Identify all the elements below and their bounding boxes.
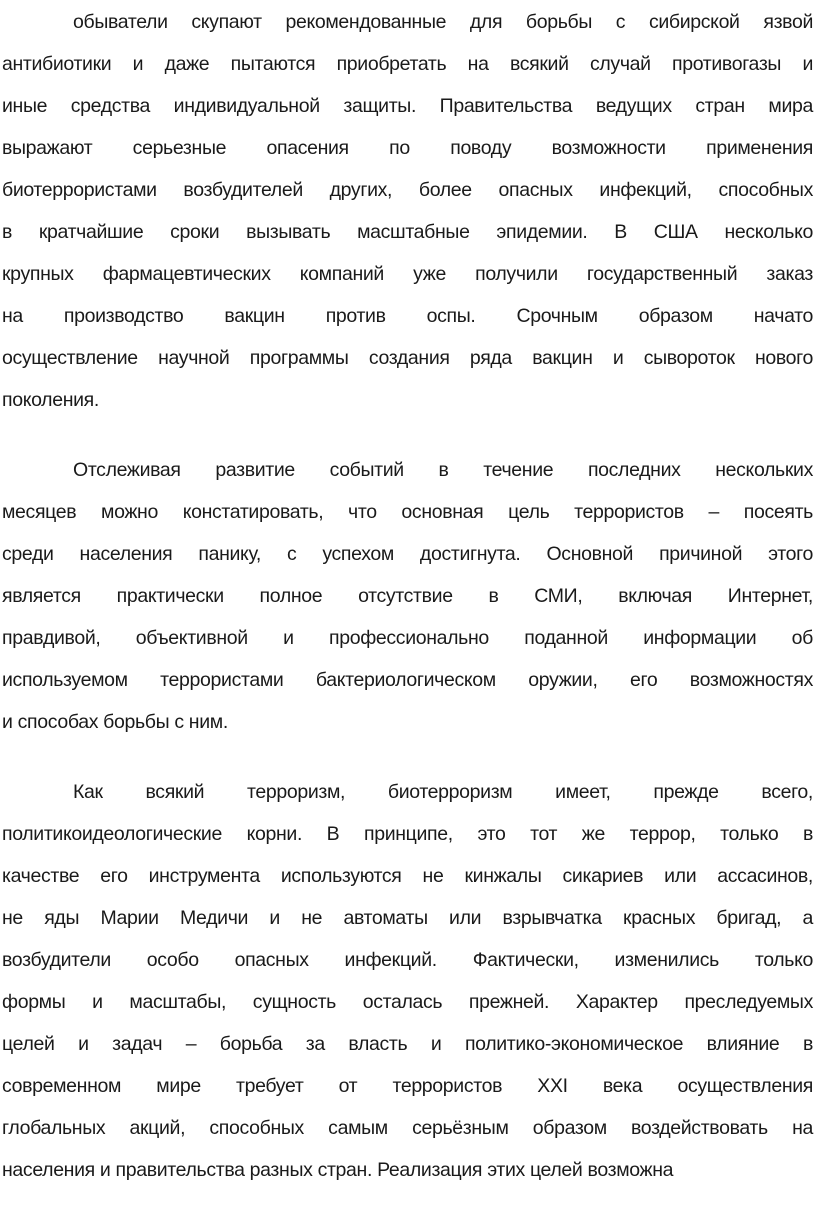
paragraph — [2, 449, 813, 743]
text-line: населения и правительства разных стран. Реализация этих целей возможна — [2, 1159, 674, 1181]
text-line: Как всякий терроризм, биотерроризм имеет, прежде всего, — [73, 781, 813, 803]
text-line: политикоидеологические корни. В принципе, это тот же террор, только в — [2, 823, 813, 845]
text-line: качестве его инструмента используются не кинжалы сикариев или ассасинов, — [2, 865, 813, 887]
text-line: правдивой, объективной и профессионально поданной информации об — [2, 627, 813, 649]
text-line: Отслеживая развитие событий в течение последних нескольких — [73, 459, 813, 481]
text-line: поколения. — [2, 389, 99, 411]
text-line: не яды Марии Медичи и не автоматы или взрывчатка красных бригад, а — [2, 907, 813, 929]
text-line: антибиотики и даже пытаются приобретать на всякий случай противогазы и — [2, 53, 813, 75]
text-line: иные средства индивидуальной защиты. Правительства ведущих стран мира — [2, 95, 813, 117]
text-line: используемом террористами бактериологическом оружии, его возможностях — [2, 669, 813, 691]
text-line: формы и масштабы, сущность осталась прежней. Характер преследуемых — [2, 991, 813, 1013]
text-line: крупных фармацевтических компаний уже получили государственный заказ — [2, 263, 813, 285]
text-line: биотеррористами возбудителей других, более опасных инфекций, способных — [2, 179, 813, 201]
text-line: современном мире требует от террористов XXI века осуществления — [2, 1075, 813, 1097]
text-line: месяцев можно констатировать, что основная цель террористов – посеять — [2, 501, 813, 523]
text-line: в кратчайшие сроки вызывать масштабные эпидемии. В США несколько — [2, 221, 813, 243]
text-line: глобальных акций, способных самым серьёзным образом воздействовать на — [2, 1117, 813, 1139]
text-line: и способах борьбы с ним. — [2, 711, 228, 733]
text-line: целей и задач – борьба за власть и политико-экономическое влияние в — [2, 1033, 813, 1055]
text-line: является практически полное отсутствие в СМИ, включая Интернет, — [2, 585, 813, 607]
document-page — [2, 1, 813, 1219]
text-line: обыватели скупают рекомендованные для борьбы с сибирской язвой — [73, 11, 813, 33]
text-line: на производство вакцин против оспы. Срочным образом начато — [2, 305, 813, 327]
paragraph — [2, 771, 813, 1191]
text-line: среди населения панику, с успехом достигнута. Основной причиной этого — [2, 543, 813, 565]
text-line: возбудители особо опасных инфекций. Фактически, изменились только — [2, 949, 813, 971]
text-line: выражают серьезные опасения по поводу возможности применения — [2, 137, 813, 159]
paragraph — [2, 1, 813, 421]
text-line: осуществление научной программы создания ряда вакцин и сывороток нового — [2, 347, 813, 369]
